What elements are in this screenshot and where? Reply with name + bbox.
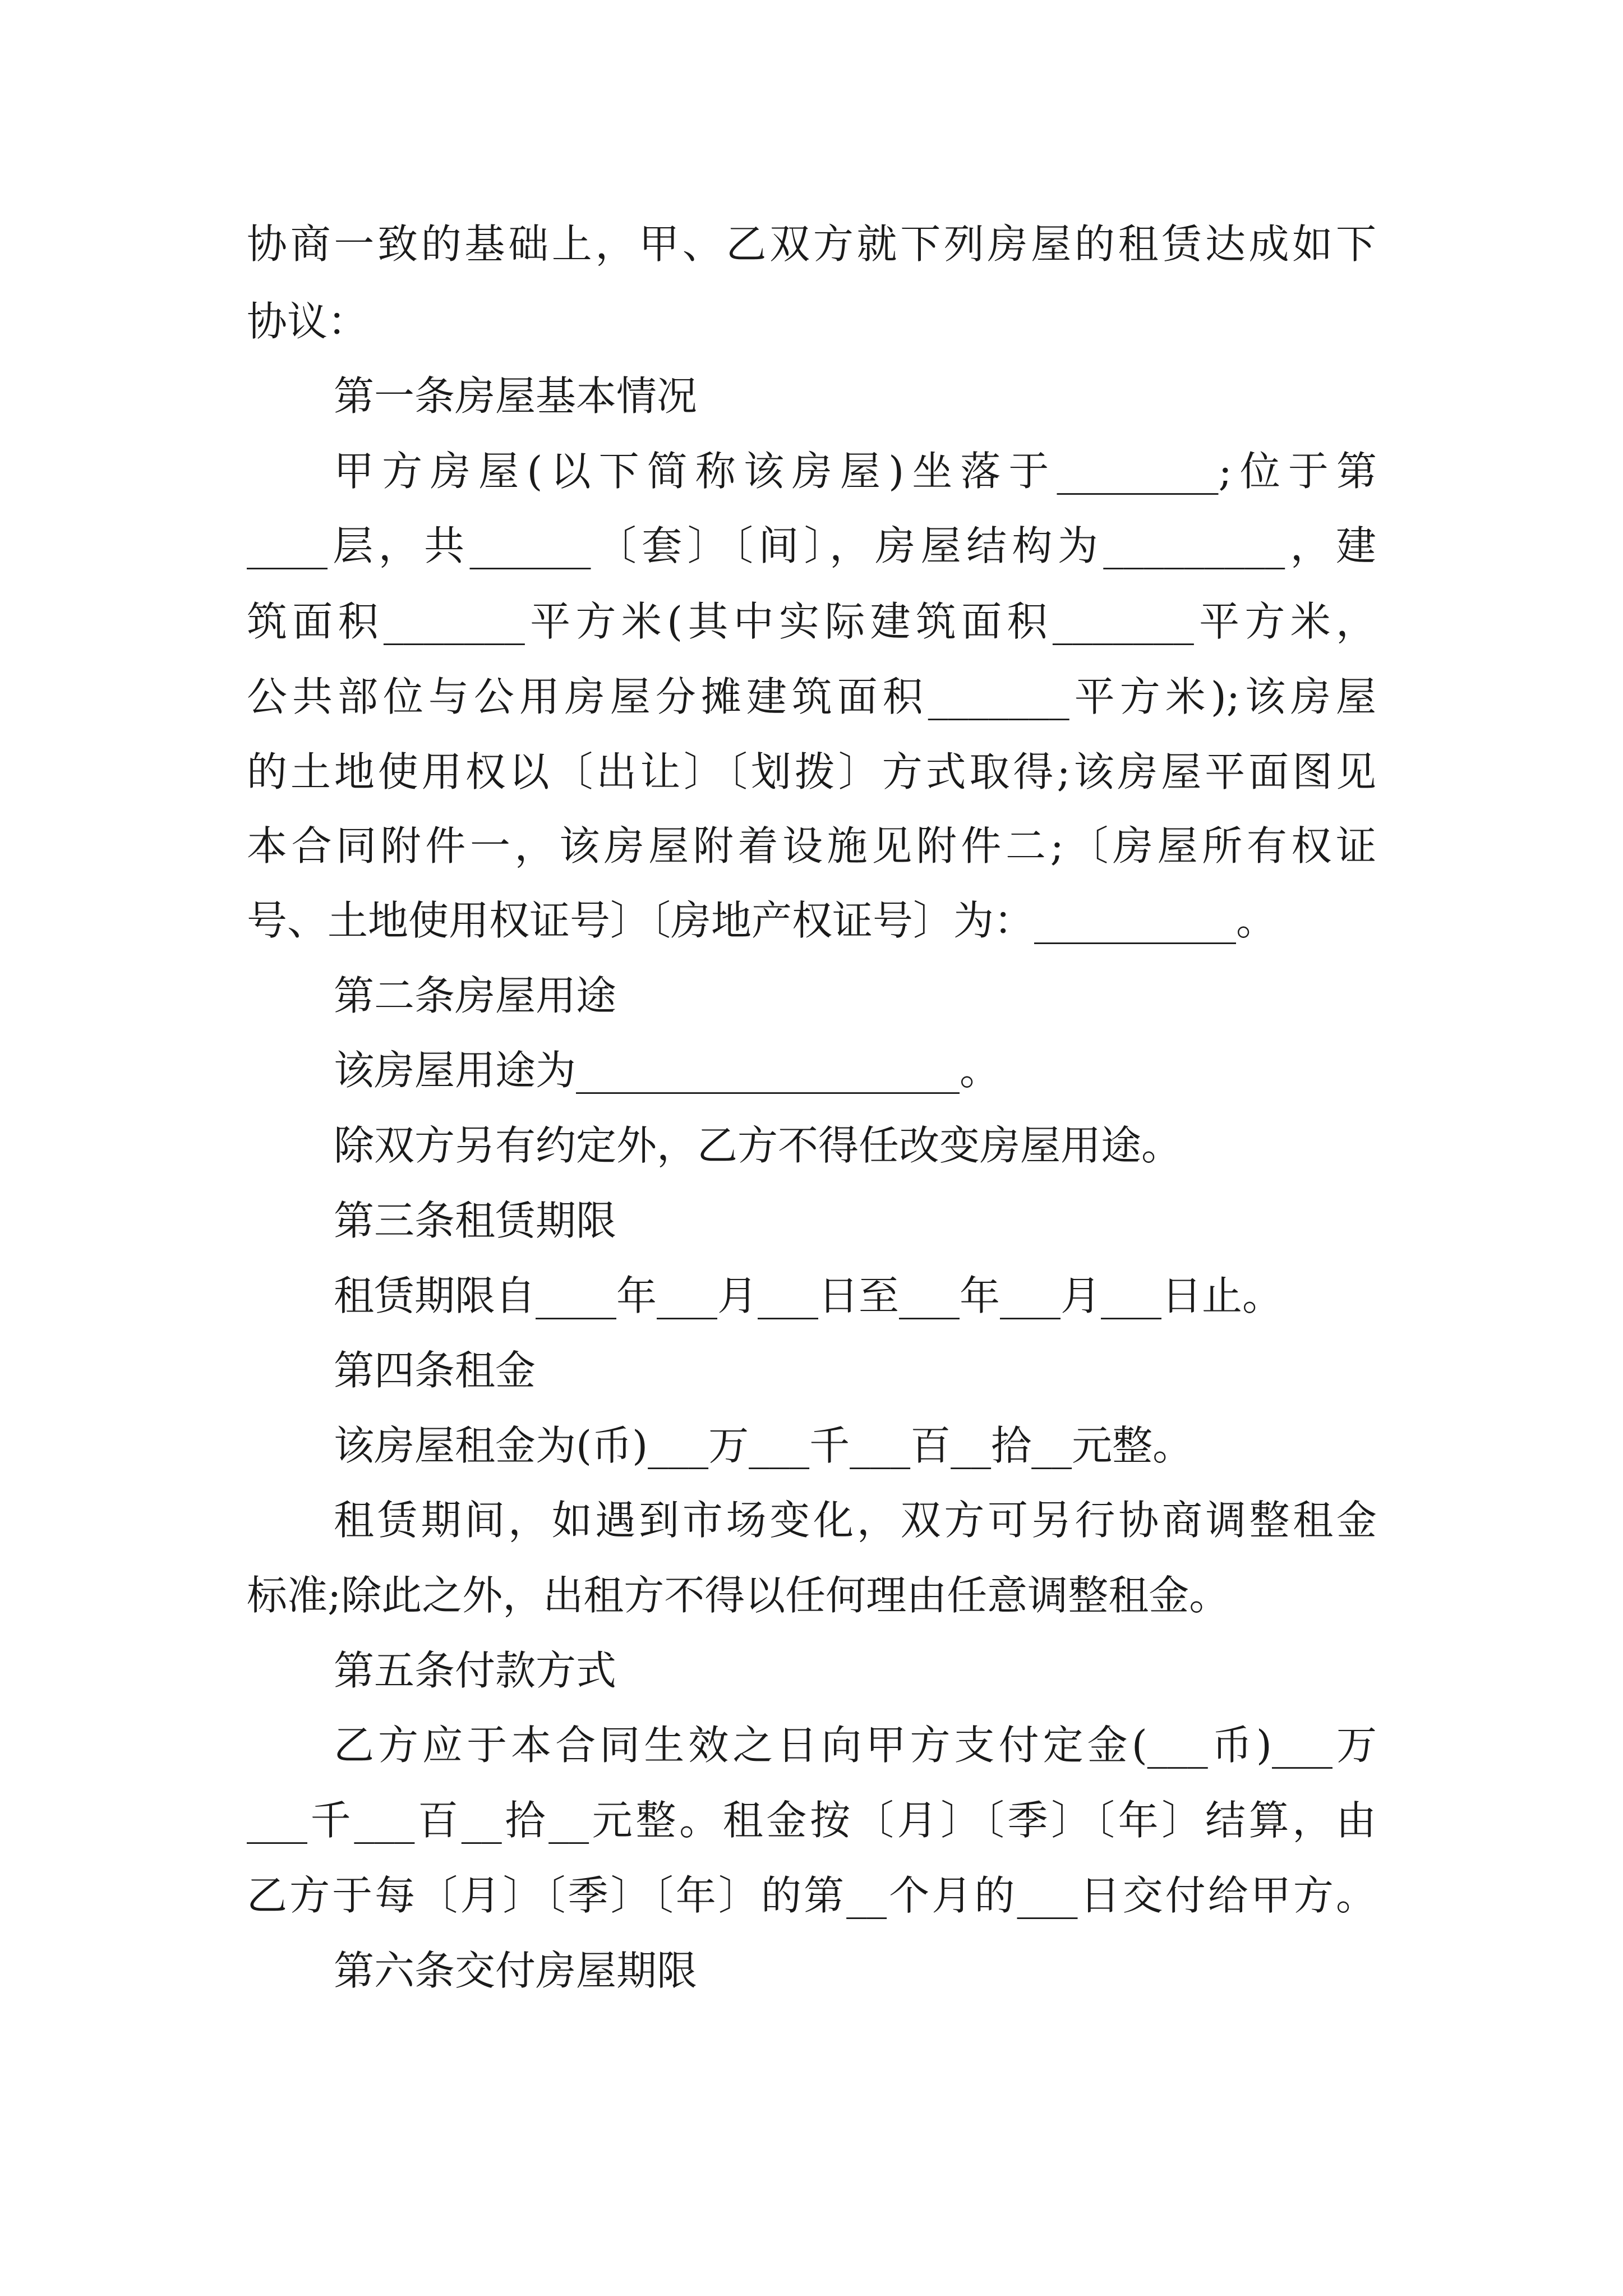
text-line: ___千___百__拾__元整。租金按〔月〕〔季〕〔年〕结算，由 bbox=[247, 1797, 1376, 1844]
text-line: 公共部位与公用房屋分摊建筑面积_______平方米);该房屋 bbox=[247, 673, 1376, 720]
text-line: 乙方于每〔月〕〔季〕〔年〕的第__个月的___日交付给甲方。 bbox=[247, 1872, 1376, 1919]
text-line: 协商一致的基础上，甲、乙双方就下列房屋的租赁达成如下 bbox=[247, 220, 1376, 268]
section-heading: 第六条交付房屋期限 bbox=[334, 1947, 698, 1994]
section-heading: 第五条付款方式 bbox=[334, 1647, 617, 1694]
text-line: 号、土地使用权证号〕〔房地产权证号〕为：__________。 bbox=[247, 897, 1277, 944]
text-line: 标准;除此之外，出租方不得以任何理由任意调整租金。 bbox=[247, 1572, 1230, 1619]
text-line: 的土地使用权以〔出让〕〔划拨〕方式取得;该房屋平面图见 bbox=[247, 748, 1376, 795]
text-line: 租赁期间，如遇到市场变化，双方可另行协商调整租金 bbox=[334, 1497, 1377, 1544]
section-heading: 第一条房屋基本情况 bbox=[334, 372, 698, 420]
text-line: 甲方房屋(以下简称该房屋)坐落于________;位于第 bbox=[334, 448, 1377, 495]
text-line: 协议： bbox=[247, 298, 368, 345]
text-line: 筑面积_______平方米(其中实际建筑面积_______平方米， bbox=[247, 598, 1376, 645]
text-line: ____层，共______〔套〕〔间〕，房屋结构为_________，建 bbox=[247, 522, 1376, 569]
section-heading: 第四条租金 bbox=[334, 1347, 536, 1394]
text-line: 除双方另有约定外，乙方不得任改变房屋用途。 bbox=[334, 1122, 1182, 1169]
text-line: 乙方应于本合同生效之日向甲方支付定金(___币)___万 bbox=[334, 1722, 1377, 1769]
section-heading: 第三条租赁期限 bbox=[334, 1197, 617, 1244]
text-line: 本合同附件一，该房屋附着设施见附件二;〔房屋所有权证 bbox=[247, 822, 1376, 869]
text-line: 该房屋用途为___________________。 bbox=[334, 1047, 1000, 1094]
section-heading: 第二条房屋用途 bbox=[334, 972, 617, 1019]
text-line: 租赁期限自____年___月___日至___年___月___日止。 bbox=[334, 1272, 1283, 1319]
text-line: 该房屋租金为(币)___万___千___百__拾__元整。 bbox=[334, 1422, 1193, 1469]
